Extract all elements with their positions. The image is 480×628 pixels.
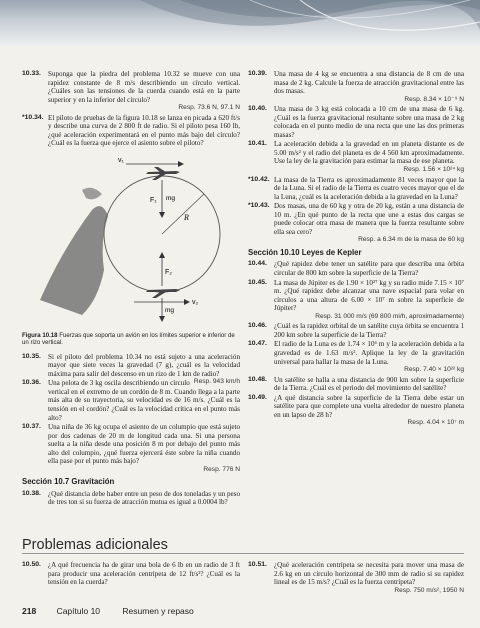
problem-answer: Resp. 4.04 × 10⁷ m <box>407 419 464 427</box>
problem-text: Una masa de 3 kg está colocada a 10 cm de una masa de 6 kg. ¿Cuál es la fuerza gravitacional resultante sobre una masa de 2 kg colocada en el punto medio de una recta que une las dos primeras masas? <box>274 105 464 139</box>
problem-item <box>248 561 464 595</box>
problem-number: 10.46. <box>248 322 267 330</box>
problem-item <box>248 376 464 393</box>
force-top-label: F₁ <box>150 196 157 204</box>
velocity-top-label: v₁ <box>118 156 124 164</box>
problem-number: 10.35. <box>22 352 41 360</box>
weight-bottom-label: mg <box>165 306 175 314</box>
problem-number: 10.45. <box>248 278 267 286</box>
problem-text: El radio de la Luna es de 1.74 × 10⁶ m y la aceleración debida a la gravedad es de 1.63 m/s². Aplique la ley de la gravitación universal para hallar la masa de la Luna. <box>274 340 464 366</box>
problem-item <box>248 202 464 245</box>
problem-answer: Resp. 943 km/h <box>193 378 240 386</box>
problem-number: 10.38. <box>22 489 41 497</box>
problem-item <box>248 279 464 322</box>
problem-number: 10.49. <box>248 393 267 401</box>
problem-text: La aceleración debida a la gravedad en un planeta distante es de 5.00 m/s² y el radio del planeta es de 4 560 km aproximadamente. Use la ley de la gravitación para estimar la masa de ese planeta. <box>274 140 464 166</box>
problem-number: 10.51. <box>248 561 267 568</box>
figure-caption-label: Figura 10.18 <box>22 331 58 339</box>
problem-text: Suponga que la piedra del problema 10.32 se mueve con una rapidez constante de 8 m/s describiendo un círculo vertical. ¿Cuáles son las tensiones de la cuerda cuando está en la parte superior y en la inferior del círculo? <box>48 70 240 104</box>
problem-item <box>248 322 464 339</box>
problem-item <box>248 260 464 277</box>
left-problem-list <box>22 70 240 148</box>
figure-caption <box>22 332 240 347</box>
problem-answer: Resp. a 6.34 m de la masa de 60 kg <box>358 236 464 244</box>
left-problem-list-2 <box>22 353 240 475</box>
problem-text: ¿Qué rapidez debe tener un satélite para que describa una órbita circular de 800 km sobre la superficie de la Tierra? <box>274 260 464 278</box>
problem-number: 10.40. <box>248 105 267 113</box>
velocity-bottom-label: v₂ <box>192 298 199 306</box>
problem-item <box>248 394 464 428</box>
problem-item <box>248 140 464 174</box>
section-heading: Sección 10.10 Leyes de Kepler <box>248 247 362 257</box>
figure-airplane-loop <box>22 150 240 328</box>
problem-number: 10.48. <box>248 375 267 383</box>
problem-text: ¿Qué distancia debe haber entre un peso de dos toneladas y un peso de tres ton si su fuerza de atracción mutua es igual a 0.0004 lb? <box>48 489 240 507</box>
problem-number: 10.37. <box>22 423 41 431</box>
problem-answer: Resp. 31 000 m/s (69 800 mi/h, aproximadamente) <box>315 312 464 320</box>
problem-item <box>22 423 240 474</box>
problem-number: *10.43. <box>248 202 270 210</box>
problem-number: 10.47. <box>248 340 267 348</box>
weight-top-label: mg <box>166 194 176 202</box>
left-column <box>22 70 240 508</box>
problem-number: *10.42. <box>248 175 270 183</box>
problem-text: El piloto de pruebas de la figura 10.18 se lanza en picada a 620 ft/s y describe una curva de 2 800 ft de radio. Si el piloto pesa 160 lb, ¿qué aceleración experimentará en el punto más bajo del círculo? ¿Cuál es la fuerza que ejerce el asiento sobre el piloto? <box>48 113 240 148</box>
problem-answer: Resp. 776 N <box>203 465 240 473</box>
problem-number: 10.39. <box>248 70 267 77</box>
problem-text: La masa de la Tierra es aproximadamente 81 veces mayor que la de la Luna. Si el radio de la Tierra es cuatro veces mayor que el de la Luna, ¿cuál es la aceleración debida a la gravedad en la Luna? <box>274 175 464 201</box>
chapter-title: Resumen y repaso <box>122 606 194 616</box>
problem-text: ¿A qué distancia sobre la superficie de la Tierra debe estar un satélite para que complete una vuelta alrededor de nuestro planeta en un lapso de 28 h? <box>274 393 464 419</box>
problem-item <box>248 176 464 202</box>
problem-item <box>22 561 240 587</box>
problem-text: Dos masas, una de 60 kg y otra de 20 kg, están a una distancia de 10 m. ¿En qué punto de la recta que une a estas dos cargas se puede colocar otra masa de manera que la fuerza resultante sobre ella sea cero? <box>274 202 464 236</box>
radius-label: R <box>184 212 189 222</box>
problem-answer: Resp. 8.34 × 10⁻⁹ N <box>404 95 464 103</box>
problem-text: Una pelota de 3 kg oscila describiendo un círculo vertical en el extremo de un cordón de 8 m. Cuando llega a la parte más alta de su trayectoria, su velocidad es de 16 m/s. ¿Cuál es la tensión en el cordón? ¿Cuál es la velocidad crítica en el punto más alto? <box>48 379 240 422</box>
problem-item <box>22 490 240 507</box>
additional-right-column <box>248 561 464 596</box>
problem-text: ¿Qué aceleración centrípeta se necesita para mover una masa de 2.6 kg en un círculo horizontal de 300 mm de radio si su rapidez lineal es de 15 m/s? ¿Cuál es la fuerza centrípeta? <box>274 561 464 587</box>
problem-item <box>248 340 464 374</box>
problem-item <box>248 105 464 139</box>
problem-item <box>22 379 240 422</box>
problem-answer: Resp. 1.56 × 10²⁴ kg <box>403 166 464 174</box>
loop-diagram <box>22 150 240 328</box>
additional-problems-heading: Problemas adicionales <box>22 537 168 553</box>
heading-rule <box>22 553 464 554</box>
problem-item <box>248 70 464 104</box>
problem-number: 10.33. <box>22 70 41 77</box>
problem-number: 10.41. <box>248 140 267 148</box>
problem-text: Un satélite se halla a una distancia de 900 km sobre la superficie de la Tierra. ¿Cuál es el periodo del movimiento del satélite? <box>274 375 464 393</box>
problem-number: 10.50. <box>22 561 41 568</box>
problem-number: 10.44. <box>248 260 267 268</box>
section-heading: Sección 10.7 Gravitación <box>22 477 115 487</box>
problem-number: *10.34. <box>22 113 44 121</box>
problem-number: 10.36. <box>22 379 41 387</box>
problem-item <box>22 70 240 113</box>
problem-text: ¿A qué frecuencia ha de girar una bola de 6 lb en un radio de 3 ft para producir una aceleración centrípeta de 12 ft/s²? ¿Cuál es la tensión en la cuerda? <box>48 561 240 587</box>
problem-text: ¿Cuál es la rapidez orbital de un satélite cuya órbita se encuentra 1 200 km sobre la superficie de la Tierra? <box>274 322 464 339</box>
problem-answer: Resp. 73.6 N, 97.1 N <box>178 104 240 112</box>
decorative-header-band <box>0 0 480 46</box>
problem-text: Una niña de 36 kg ocupa el asiento de un columpio que está sujeto por dos cadenas de 20 m de longitud cada una. Si una persona suelta a la niña desde una posición 8 m por debajo del punto más alto del columpio, ¿qué fuerza ejercerá éste sobre la niña cuando ella pase por el punto más bajo? <box>48 423 240 466</box>
problem-item <box>22 114 240 148</box>
page-number: 218 <box>22 606 37 616</box>
header-wave-graphic <box>0 0 480 46</box>
force-bottom-label: F₂ <box>165 268 172 276</box>
additional-left-column <box>22 561 240 588</box>
page-footer <box>22 606 194 616</box>
chapter-label: Capítulo 10 <box>56 606 101 616</box>
right-column <box>248 70 464 429</box>
problem-text: La masa de Júpiter es de 1.90 × 10²⁷ kg y su radio mide 7.15 × 10⁷ m. ¿Qué rapidez debe alcanzar una nave espacial para volar en círculos a una altura de 6.00 × 10⁷ m sobre la superficie de Júpiter? <box>274 278 464 313</box>
problem-answer: Resp. 7.40 × 10²² kg <box>404 366 464 374</box>
figure-caption-text: Fuerzas que soporta un avión en los límites superior e inferior de un rizo vertical. <box>22 331 235 347</box>
problem-text: Una masa de 4 kg se encuentra a una distancia de 8 cm de una masa de 2 kg. Calcule la fuerza de atracción gravitacional entre las dos masas. <box>274 70 464 96</box>
problem-text: Si el piloto del problema 10.34 no está sujeto a una aceleración mayor que siete veces la gravedad (7 g), ¿cuál es la velocidad máxima para salir del descenso en un rizo de 1 km de radio? <box>48 352 240 378</box>
problem-answer: Resp. 750 m/s², 1950 N <box>394 586 464 594</box>
